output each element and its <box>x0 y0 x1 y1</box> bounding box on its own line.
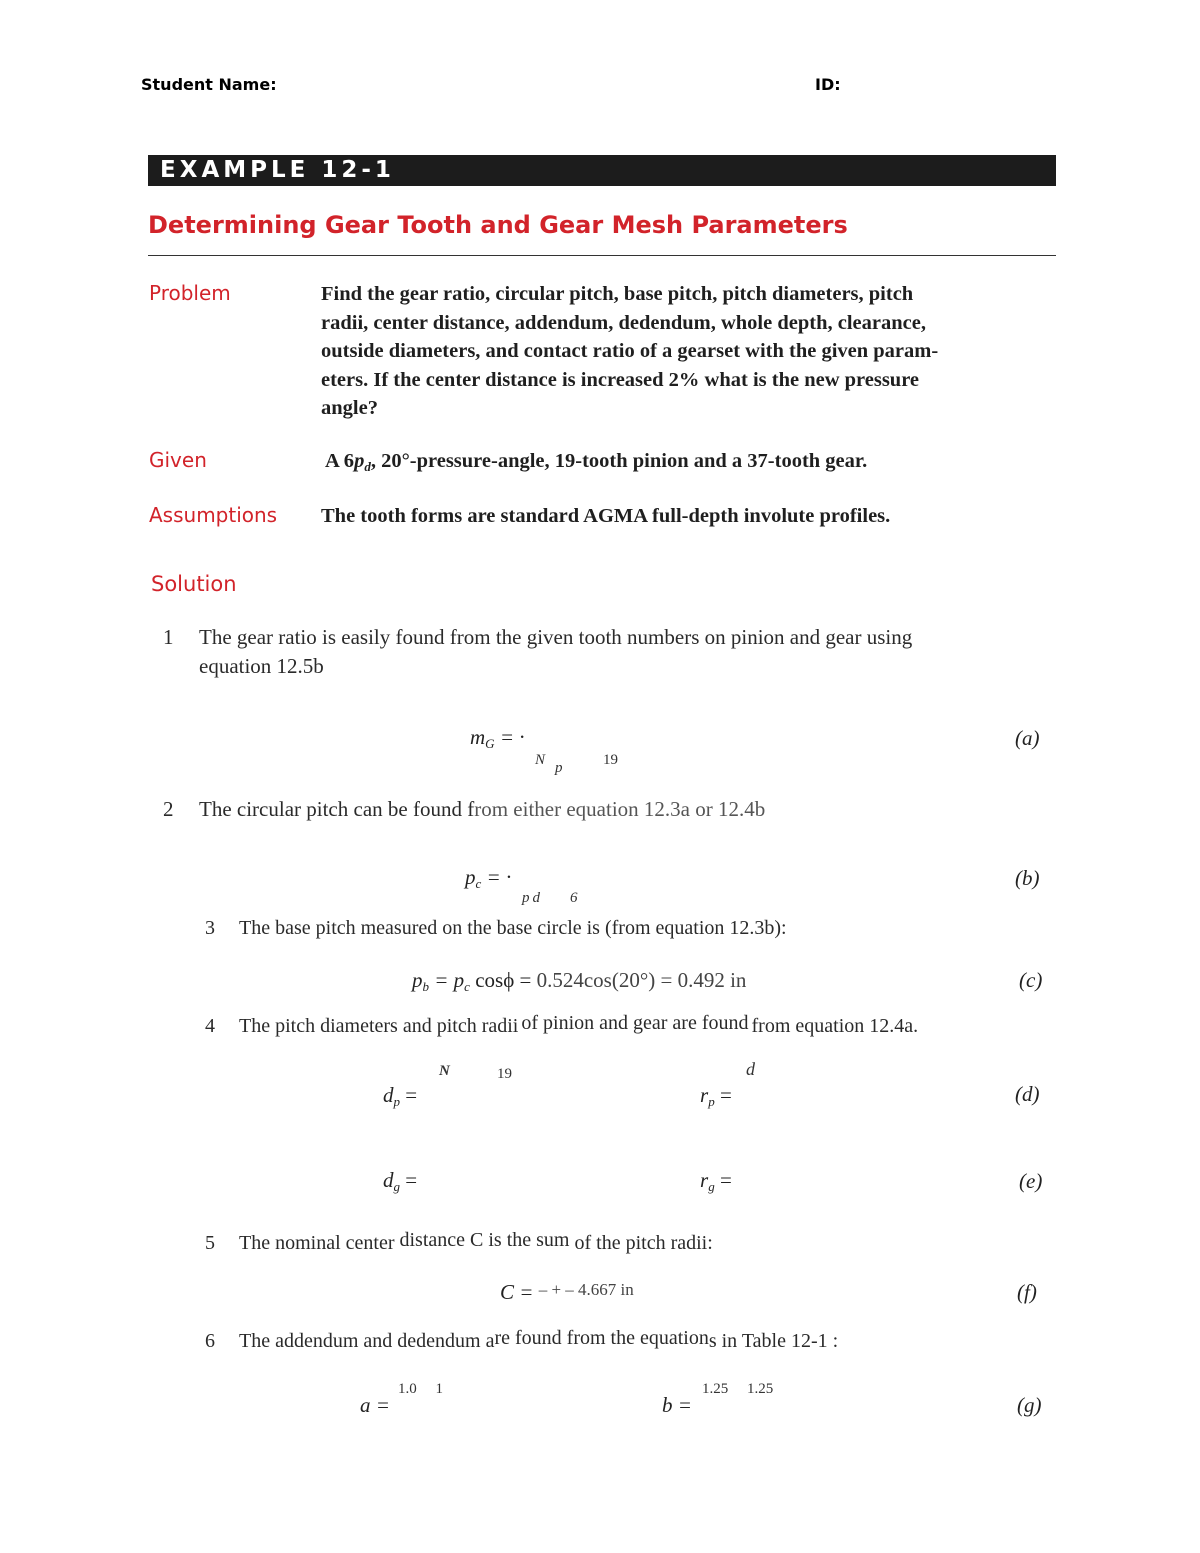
equation-a-label: (a) <box>1015 726 1040 750</box>
eq-e-r-equals: = <box>714 1168 732 1192</box>
step-2-cut: rom either equation 12.3a or 12.4b <box>474 797 766 821</box>
eq-d-r-sub: p <box>708 1094 715 1109</box>
step-1-text <box>199 623 1069 681</box>
eq-c-cos: cosϕ = <box>469 968 537 992</box>
step-5-text <box>239 1229 713 1255</box>
step-number: 2 <box>163 797 174 821</box>
equation-b-label: (b) <box>1015 866 1040 890</box>
eq-c-pb: p <box>412 968 423 992</box>
equation-g-b: b = <box>662 1393 692 1417</box>
equation-g-a: a = <box>360 1393 390 1417</box>
eq-d-numerator-n: N <box>439 1063 450 1079</box>
eq-a-denominator-n: N <box>535 752 546 768</box>
step-number: 3 <box>205 917 215 939</box>
given-pd-sub: d <box>364 459 371 474</box>
problem-label: Problem <box>149 281 231 305</box>
step-1-line: equation 12.5b <box>199 654 324 678</box>
equation-d-rp <box>700 1083 732 1110</box>
step-1-line: The gear ratio is easily found from the given tooth numbers on pinion and gear using <box>199 625 913 649</box>
equation-f <box>500 1280 634 1305</box>
given-text <box>325 447 867 482</box>
eq-d-r: r <box>700 1083 709 1107</box>
step-number: 5 <box>205 1232 215 1254</box>
eq-g-b-numerator: 1.25 1.25 <box>702 1381 774 1397</box>
equation-d-label: (d) <box>1015 1082 1040 1106</box>
step-4-text <box>239 1012 919 1038</box>
step-2-main: The circular pitch can be found f <box>199 797 475 821</box>
eq-e-sub-g: g <box>393 1179 400 1194</box>
step-number: 4 <box>205 1015 215 1037</box>
eq-a-denominator-p: p <box>555 760 563 776</box>
step-4-part-a: The pitch diameters and pitch radii <box>239 1015 519 1037</box>
problem-line: eters. If the center distance is increased 2% what is the new pressure <box>321 368 920 391</box>
eq-d-sub-p: p <box>393 1094 400 1109</box>
equation-f-label: (f) <box>1017 1280 1037 1304</box>
step-6-part-a: The addendum and dedendum a <box>239 1330 495 1352</box>
step-4-part-c: from equation 12.4a. <box>751 1015 919 1037</box>
step-6-part-b: re found from the equation <box>494 1327 709 1349</box>
problem-line: angle? <box>321 397 378 419</box>
given-prefix: A 6 <box>325 450 355 472</box>
eq-d-d: d <box>383 1083 394 1107</box>
equation-d-dp <box>383 1083 417 1110</box>
step-5-part-b: distance C is the sum <box>399 1229 570 1251</box>
equation-g-label: (g) <box>1017 1393 1042 1417</box>
problem-line: radii, center distance, addendum, dedendum, whole depth, clearance, <box>321 311 926 334</box>
eq-f-value-cut: – + – 4.667 in <box>538 1280 634 1299</box>
eq-b-equals: = · <box>481 865 512 889</box>
eq-e-r-sub: g <box>708 1179 715 1194</box>
step-4-part-b: of pinion and gear are found <box>521 1012 749 1034</box>
eq-b-sub: c <box>475 876 482 891</box>
eq-c-sub-c: c <box>464 979 470 994</box>
eq-a-equals: = · <box>494 725 525 749</box>
step-2-text <box>199 795 765 824</box>
example-banner <box>148 155 1056 186</box>
equation-e-rg <box>700 1168 732 1195</box>
eq-c-value-cut: 0.524cos(20°) = 0.492 in <box>536 968 747 992</box>
example-banner-text: EXAMPLE 12-1 <box>160 157 395 183</box>
eq-b-p: p <box>465 865 476 889</box>
eq-c-pc: = p <box>429 968 465 992</box>
eq-g-a-numerator: 1.0 1 <box>398 1381 443 1397</box>
eq-e-r: r <box>700 1168 709 1192</box>
page-title: Determining Gear Tooth and Gear Mesh Parameters <box>148 211 848 239</box>
eq-d-equals: = <box>400 1083 418 1107</box>
assumptions-text: The tooth forms are standard AGMA full-depth involute profiles. <box>321 505 891 527</box>
equation-e-dg <box>383 1168 417 1195</box>
given-pd: p <box>354 450 365 472</box>
id-label: ID: <box>815 75 841 94</box>
step-number: 1 <box>163 625 174 649</box>
eq-d-numerator-19: 19 <box>497 1066 512 1082</box>
equation-c <box>412 968 746 995</box>
step-6-part-c: s in Table 12-1 : <box>708 1330 839 1352</box>
eq-e-equals: = <box>400 1168 418 1192</box>
step-5-part-c: of the pitch radii: <box>574 1232 713 1254</box>
step-5-part-a: The nominal center <box>239 1232 395 1254</box>
eq-a-denominator-19: 19 <box>603 752 618 768</box>
eq-c-sub-b: b <box>422 979 429 994</box>
title-rule <box>148 255 1056 256</box>
equation-e-label: (e) <box>1019 1169 1043 1193</box>
problem-line: outside diameters, and contact ratio of a gearset with the given param- <box>321 340 939 362</box>
eq-a-sub: G <box>485 736 495 751</box>
equation-b-lhs <box>465 865 511 892</box>
eq-d-r-equals: = <box>714 1083 732 1107</box>
problem-text <box>321 280 1061 423</box>
eq-e-d: d <box>383 1168 394 1192</box>
step-6-text <box>239 1327 839 1353</box>
student-name-label: Student Name: <box>141 75 277 94</box>
eq-f-c: C = <box>500 1280 539 1304</box>
eq-a-m: m <box>470 725 486 749</box>
equation-a-lhs <box>470 725 524 752</box>
eq-d-rp-numerator: d <box>746 1059 755 1079</box>
solution-label: Solution <box>151 572 237 596</box>
step-3-text: The base pitch measured on the base circle is (from equation 12.3b): <box>239 917 787 939</box>
eq-b-denominator: p d 6 <box>522 890 578 906</box>
given-suffix: , 20°-pressure-angle, 19-tooth pinion and a 37-tooth gear. <box>370 450 868 472</box>
assumptions-label: Assumptions <box>149 503 278 527</box>
step-number: 6 <box>205 1330 215 1352</box>
equation-c-label: (c) <box>1019 968 1043 992</box>
given-label: Given <box>149 448 207 472</box>
problem-line: Find the gear ratio, circular pitch, base pitch, pitch diameters, pitch <box>321 283 914 305</box>
